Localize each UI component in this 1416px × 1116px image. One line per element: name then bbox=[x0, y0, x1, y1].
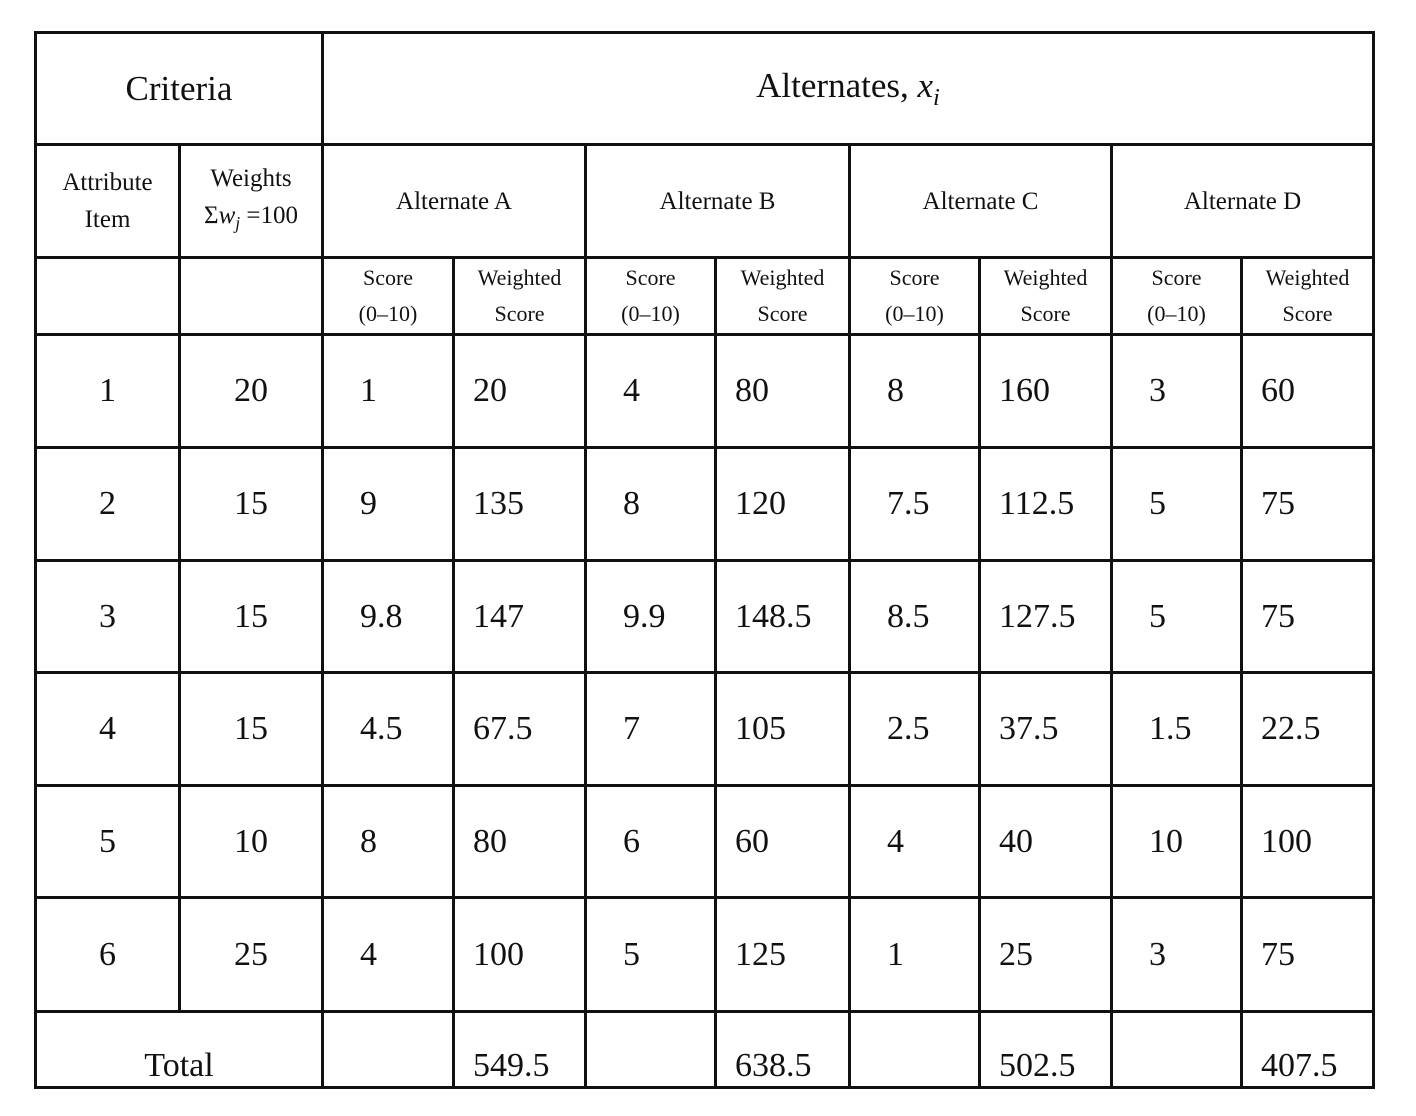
empty-cell bbox=[323, 1012, 454, 1088]
score-cell: 7.5 bbox=[850, 448, 980, 561]
score-cell: 6 bbox=[586, 786, 716, 898]
weighted-label: Weighted bbox=[477, 265, 562, 290]
score-range: (0–10) bbox=[885, 301, 944, 326]
total-value: 502.5 bbox=[980, 1012, 1112, 1088]
empty-cell bbox=[36, 258, 180, 335]
score-range: (0–10) bbox=[1147, 301, 1206, 326]
weighted-score-cell: 40 bbox=[980, 786, 1112, 898]
weighted-score-subheader bbox=[454, 258, 586, 335]
table-row bbox=[36, 448, 1374, 561]
empty-cell bbox=[1112, 1012, 1242, 1088]
weights-sub: j bbox=[235, 213, 241, 233]
item-label: Item bbox=[84, 206, 131, 233]
weights-header bbox=[180, 145, 323, 258]
weighted-score-cell: 125 bbox=[716, 898, 850, 1012]
score-cell: 2.5 bbox=[850, 673, 980, 786]
weighted-score-cell: 160 bbox=[980, 335, 1112, 448]
weighted-score-label: Score bbox=[757, 301, 808, 326]
weighted-score-cell: 100 bbox=[1242, 786, 1374, 898]
alternate-b-header: Alternate B bbox=[586, 145, 850, 258]
score-cell: 4 bbox=[850, 786, 980, 898]
weighted-score-cell: 120 bbox=[716, 448, 850, 561]
weighted-score-cell: 67.5 bbox=[454, 673, 586, 786]
weighted-score-subheader bbox=[716, 258, 850, 335]
decision-matrix-table bbox=[34, 31, 1375, 1089]
score-cell: 4 bbox=[586, 335, 716, 448]
attribute-item-header bbox=[36, 145, 180, 258]
weighted-label: Weighted bbox=[1265, 265, 1350, 290]
weighted-score-cell: 60 bbox=[1242, 335, 1374, 448]
score-cell: 9.8 bbox=[323, 561, 454, 673]
empty-cell bbox=[850, 1012, 980, 1088]
total-label: Total bbox=[36, 1012, 323, 1088]
weight-cell: 10 bbox=[180, 786, 323, 898]
attribute-item-cell: 3 bbox=[36, 561, 180, 673]
table-row bbox=[36, 673, 1374, 786]
weighted-score-cell: 75 bbox=[1242, 898, 1374, 1012]
score-subheader bbox=[323, 258, 454, 335]
total-value: 407.5 bbox=[1242, 1012, 1374, 1088]
score-subheader bbox=[850, 258, 980, 335]
score-cell: 5 bbox=[1112, 448, 1242, 561]
weighted-score-cell: 148.5 bbox=[716, 561, 850, 673]
weight-cell: 25 bbox=[180, 898, 323, 1012]
criteria-header: Criteria bbox=[36, 33, 323, 145]
alternates-header bbox=[323, 33, 1374, 145]
attribute-item-cell: 6 bbox=[36, 898, 180, 1012]
score-subheader bbox=[586, 258, 716, 335]
score-label: Score bbox=[889, 265, 940, 290]
weighted-score-cell: 25 bbox=[980, 898, 1112, 1012]
attribute-item-cell: 1 bbox=[36, 335, 180, 448]
attribute-item-cell: 4 bbox=[36, 673, 180, 786]
weighted-score-cell: 75 bbox=[1242, 561, 1374, 673]
score-cell: 8 bbox=[586, 448, 716, 561]
table-row bbox=[36, 898, 1374, 1012]
total-value: 549.5 bbox=[454, 1012, 586, 1088]
score-cell: 1 bbox=[323, 335, 454, 448]
alternates-label: Alternates, bbox=[756, 65, 909, 105]
score-subheader bbox=[1112, 258, 1242, 335]
empty-cell bbox=[180, 258, 323, 335]
table-row bbox=[36, 335, 1374, 448]
total-value: 638.5 bbox=[716, 1012, 850, 1088]
score-cell: 5 bbox=[1112, 561, 1242, 673]
weights-eq: =100 bbox=[240, 202, 298, 229]
weighted-score-subheader bbox=[1242, 258, 1374, 335]
weight-cell: 15 bbox=[180, 561, 323, 673]
subheader-row bbox=[36, 258, 1374, 335]
alternate-c-header: Alternate C bbox=[850, 145, 1112, 258]
score-cell: 8 bbox=[850, 335, 980, 448]
score-cell: 1.5 bbox=[1112, 673, 1242, 786]
alternate-d-header: Alternate D bbox=[1112, 145, 1374, 258]
weight-cell: 20 bbox=[180, 335, 323, 448]
score-cell: 4.5 bbox=[323, 673, 454, 786]
weighted-score-cell: 127.5 bbox=[980, 561, 1112, 673]
weighted-score-cell: 75 bbox=[1242, 448, 1374, 561]
weighted-score-cell: 100 bbox=[454, 898, 586, 1012]
score-cell: 5 bbox=[586, 898, 716, 1012]
weighted-score-cell: 147 bbox=[454, 561, 586, 673]
alternates-var: x bbox=[917, 65, 934, 105]
score-cell: 8.5 bbox=[850, 561, 980, 673]
attribute-item-cell: 2 bbox=[36, 448, 180, 561]
weights-var: w bbox=[218, 202, 236, 229]
score-range: (0–10) bbox=[358, 301, 418, 326]
score-label: Score bbox=[1151, 265, 1202, 290]
weighted-score-cell: 80 bbox=[716, 335, 850, 448]
table-row bbox=[36, 561, 1374, 673]
weighted-score-label: Score bbox=[1282, 301, 1333, 326]
score-cell: 9 bbox=[323, 448, 454, 561]
alternates-sub: i bbox=[933, 83, 940, 111]
score-range: (0–10) bbox=[621, 301, 680, 326]
alternate-a-header: Alternate A bbox=[323, 145, 586, 258]
attribute-item-cell: 5 bbox=[36, 786, 180, 898]
score-cell: 3 bbox=[1112, 898, 1242, 1012]
sigma: Σ bbox=[204, 202, 219, 229]
score-label: Score bbox=[625, 265, 676, 290]
score-cell: 10 bbox=[1112, 786, 1242, 898]
weighted-score-subheader bbox=[980, 258, 1112, 335]
score-cell: 9.9 bbox=[586, 561, 716, 673]
weighted-score-label: Score bbox=[1020, 301, 1071, 326]
weighted-score-cell: 60 bbox=[716, 786, 850, 898]
weighted-score-cell: 80 bbox=[454, 786, 586, 898]
weighted-label: Weighted bbox=[1003, 265, 1088, 290]
weighted-score-cell: 135 bbox=[454, 448, 586, 561]
weights-label: Weights bbox=[210, 165, 292, 192]
weight-cell: 15 bbox=[180, 448, 323, 561]
score-cell: 8 bbox=[323, 786, 454, 898]
weighted-score-cell: 112.5 bbox=[980, 448, 1112, 561]
score-label: Score bbox=[362, 265, 414, 290]
weighted-score-cell: 37.5 bbox=[980, 673, 1112, 786]
score-cell: 7 bbox=[586, 673, 716, 786]
attribute-label: Attribute bbox=[62, 169, 153, 196]
table-row bbox=[36, 786, 1374, 898]
weighted-label: Weighted bbox=[740, 265, 825, 290]
weight-cell: 15 bbox=[180, 673, 323, 786]
weighted-score-cell: 20 bbox=[454, 335, 586, 448]
score-cell: 1 bbox=[850, 898, 980, 1012]
score-cell: 3 bbox=[1112, 335, 1242, 448]
weighted-score-label: Score bbox=[494, 301, 545, 326]
total-row bbox=[36, 1012, 1374, 1088]
empty-cell bbox=[586, 1012, 716, 1088]
score-cell: 4 bbox=[323, 898, 454, 1012]
weighted-score-cell: 22.5 bbox=[1242, 673, 1374, 786]
weighted-score-cell: 105 bbox=[716, 673, 850, 786]
